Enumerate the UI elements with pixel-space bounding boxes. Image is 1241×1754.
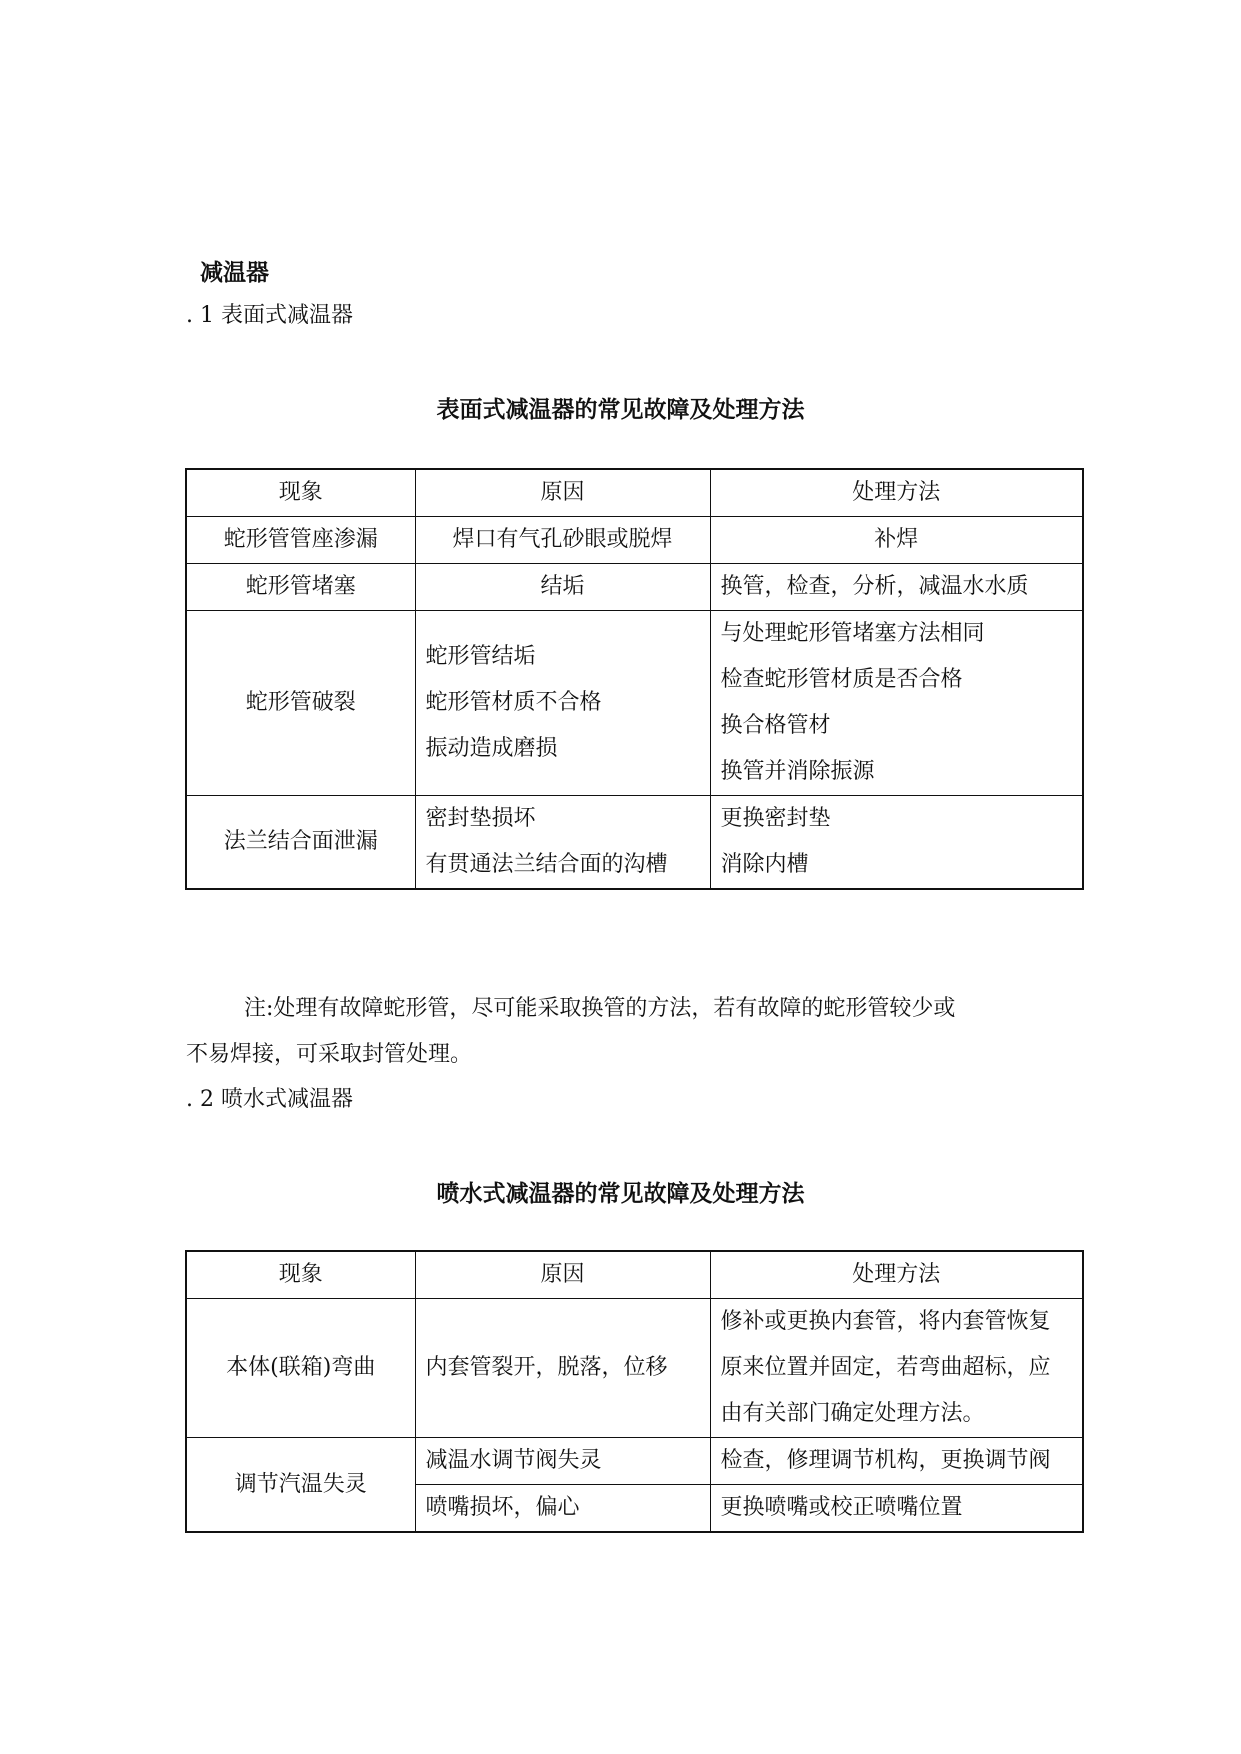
- cause-line: 密封垫损坏: [425, 806, 536, 831]
- method-line: 换合格管材: [720, 713, 831, 738]
- phenomenon-cell: 调节汽温失灵: [186, 1438, 415, 1533]
- cause-cell: 减温水调节阀失灵: [415, 1438, 710, 1485]
- header-method: 处理方法: [710, 1251, 1083, 1299]
- phenomenon-cell: 蛇形管堵塞: [186, 564, 415, 611]
- cause-line: 蛇形管材质不合格: [425, 690, 602, 715]
- method-cell: 更换喷嘴或校正喷嘴位置: [710, 1485, 1083, 1533]
- header-cause: 原因: [415, 469, 710, 517]
- method-line: 更换密封垫: [720, 806, 831, 831]
- method-cell: [710, 796, 1083, 890]
- section-1-title: . 1 表面式减温器: [186, 303, 353, 328]
- table-2-caption: 喷水式减温器的常见故障及处理方法: [436, 1180, 805, 1207]
- phenomenon-cell: 法兰结合面泄漏: [186, 796, 415, 890]
- note-line-1: 注:处理有故障蛇形管，尽可能采取换管的方法，若有故障的蛇形管较少或: [244, 996, 956, 1021]
- header-method: 处理方法: [710, 469, 1083, 517]
- cause-line: 有贯通法兰结合面的沟槽: [425, 852, 668, 877]
- cause-line: 振动造成磨损: [425, 736, 558, 761]
- method-cell: 补焊: [710, 517, 1083, 564]
- table-row: [186, 1438, 1083, 1485]
- header-cause: 原因: [415, 1251, 710, 1299]
- table-row: [186, 611, 1083, 796]
- table-row: [186, 1299, 1083, 1438]
- method-cell: 检查，修理调节机构，更换调节阀: [710, 1438, 1083, 1485]
- method-cell: [710, 611, 1083, 796]
- header-phenomenon: 现象: [186, 1251, 415, 1299]
- table-row: [186, 564, 1083, 611]
- table-2: [185, 1250, 1084, 1533]
- method-cell: 换管，检查，分析，减温水水质: [710, 564, 1083, 611]
- table-1-caption: 表面式减温器的常见故障及处理方法: [436, 396, 805, 423]
- method-line: 检查蛇形管材质是否合格: [720, 667, 963, 692]
- table-row: [186, 517, 1083, 564]
- table-row: [186, 796, 1083, 890]
- table-1: [185, 468, 1084, 890]
- method-line: 换管并消除振源: [720, 759, 875, 784]
- cause-cell: 喷嘴损坏，偏心: [415, 1485, 710, 1533]
- note-paragraph: [186, 986, 1056, 1078]
- cause-cell: 结垢: [415, 564, 710, 611]
- cause-cell: 焊口有气孔砂眼或脱焊: [415, 517, 710, 564]
- phenomenon-cell: 蛇形管破裂: [186, 611, 415, 796]
- method-line: 与处理蛇形管堵塞方法相同: [720, 621, 985, 646]
- table-2-header-row: [186, 1251, 1083, 1299]
- method-line: 消除内槽: [720, 852, 809, 877]
- table-1-header-row: [186, 469, 1083, 517]
- cause-cell: [415, 611, 710, 796]
- cause-cell: [415, 796, 710, 890]
- phenomenon-cell: 本体(联箱)弯曲: [186, 1299, 415, 1438]
- cause-cell: 内套管裂开，脱落，位移: [415, 1299, 710, 1438]
- note-line-2: 不易焊接，可采取封管处理。: [186, 1042, 473, 1067]
- page-heading: 减温器: [200, 259, 269, 286]
- phenomenon-cell: 蛇形管管座渗漏: [186, 517, 415, 564]
- section-2-title: . 2 喷水式减温器: [186, 1087, 353, 1112]
- header-phenomenon: 现象: [186, 469, 415, 517]
- method-cell: 修补或更换内套管，将内套管恢复原来位置并固定，若弯曲超标，应由有关部门确定处理方法。: [710, 1299, 1083, 1438]
- cause-line: 蛇形管结垢: [425, 644, 536, 669]
